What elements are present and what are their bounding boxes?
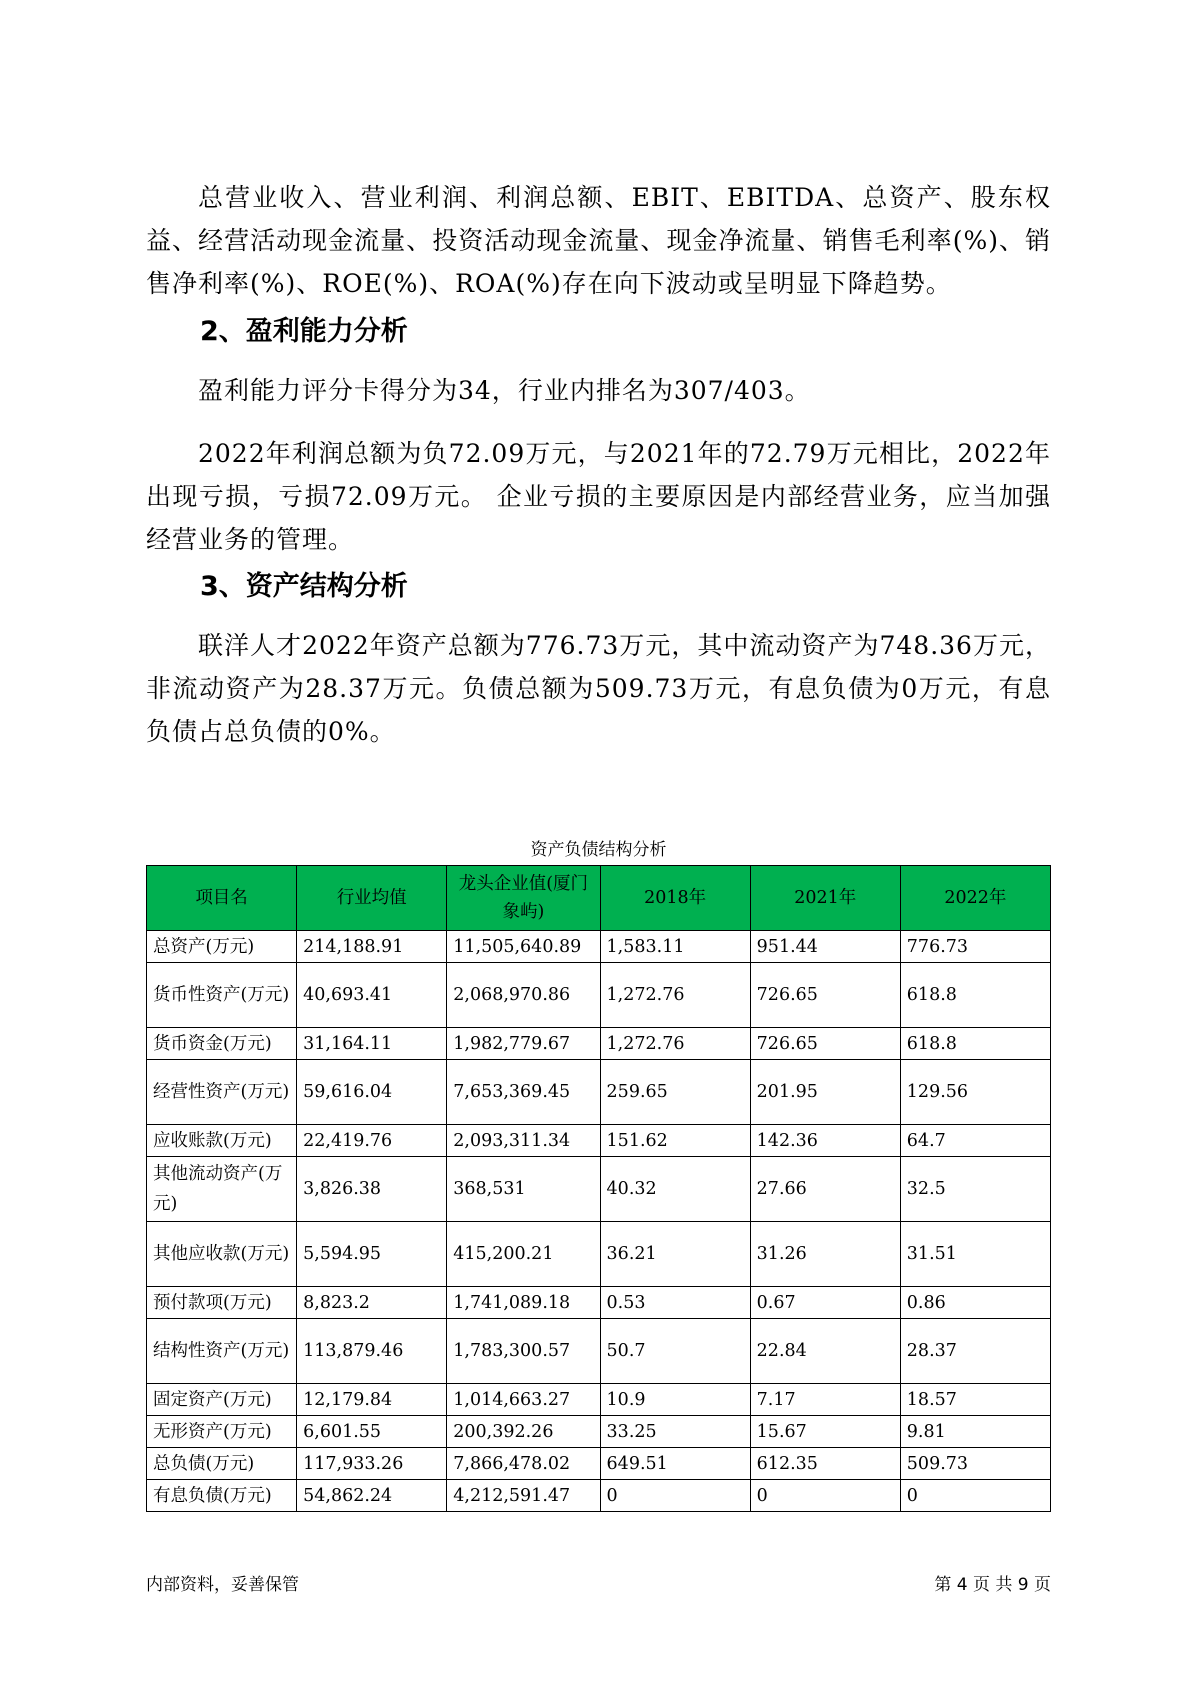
table-row [147, 1028, 1051, 1060]
paragraph-asset-summary: 联洋人才2022年资产总额为776.73万元，其中流动资产为748.36万元，非流动资产为28.37万元。负债总额为509.73万元，有息负债为0万元，有息负债占总负债的0%。 [146, 631, 1051, 746]
row-label: 经营性资产(万元) [147, 1060, 297, 1125]
table-cell: 0 [900, 1480, 1050, 1512]
table-cell: 15.67 [750, 1416, 900, 1448]
header-cell: 行业均值 [297, 866, 447, 931]
table-cell: 64.7 [900, 1125, 1050, 1157]
table-cell: 10.9 [600, 1384, 750, 1416]
table-cell: 951.44 [750, 931, 900, 963]
table-cell: 59,616.04 [297, 1060, 447, 1125]
table-cell: 415,200.21 [447, 1222, 600, 1287]
table-cell: 151.62 [600, 1125, 750, 1157]
table-cell: 649.51 [600, 1448, 750, 1480]
table-cell: 776.73 [900, 931, 1050, 963]
footer-page-number: 第 4 页 共 9 页 [934, 1575, 1051, 1595]
table-cell: 368,531 [447, 1157, 600, 1222]
table-cell: 4,212,591.47 [447, 1480, 600, 1512]
table-cell: 9.81 [900, 1416, 1050, 1448]
table-row [147, 1448, 1051, 1480]
header-cell: 2021年 [750, 866, 900, 931]
paragraph-profit-score: 盈利能力评分卡得分为34，行业内排名为307/403。 [198, 376, 811, 405]
table-row [147, 1157, 1051, 1222]
table-cell: 22,419.76 [297, 1125, 447, 1157]
table-cell: 113,879.46 [297, 1319, 447, 1384]
table-row [147, 1384, 1051, 1416]
row-label: 其他应收款(万元) [147, 1222, 297, 1287]
header-cell: 项目名 [147, 866, 297, 931]
table-header-row [147, 866, 1051, 931]
table-cell: 509.73 [900, 1448, 1050, 1480]
table-cell: 12,179.84 [297, 1384, 447, 1416]
table-cell: 6,601.55 [297, 1416, 447, 1448]
table-cell: 201.95 [750, 1060, 900, 1125]
table-cell: 40.32 [600, 1157, 750, 1222]
section-heading-asset-structure: 3、资产结构分析 [200, 571, 408, 602]
row-label: 预付款项(万元) [147, 1287, 297, 1319]
row-label: 固定资产(万元) [147, 1384, 297, 1416]
table-cell: 22.84 [750, 1319, 900, 1384]
row-label: 总负债(万元) [147, 1448, 297, 1480]
table-cell: 0.53 [600, 1287, 750, 1319]
table-cell: 1,982,779.67 [447, 1028, 600, 1060]
row-label: 应收账款(万元) [147, 1125, 297, 1157]
table-cell: 28.37 [900, 1319, 1050, 1384]
table-cell: 50.7 [600, 1319, 750, 1384]
table-row [147, 1319, 1051, 1384]
table-cell: 7,653,369.45 [447, 1060, 600, 1125]
header-cell: 2018年 [600, 866, 750, 931]
table-cell: 54,862.24 [297, 1480, 447, 1512]
section-heading-profitability: 2、盈利能力分析 [200, 316, 408, 347]
table-cell: 1,272.76 [600, 1028, 750, 1060]
header-cell: 龙头企业值(厦门象屿) [447, 866, 600, 931]
balance-sheet-table [146, 865, 1051, 1512]
table-cell: 31,164.11 [297, 1028, 447, 1060]
row-label: 有息负债(万元) [147, 1480, 297, 1512]
table-cell: 618.8 [900, 1028, 1050, 1060]
table-cell: 27.66 [750, 1157, 900, 1222]
table-cell: 31.51 [900, 1222, 1050, 1287]
table-cell: 117,933.26 [297, 1448, 447, 1480]
row-label: 结构性资产(万元) [147, 1319, 297, 1384]
table-cell: 33.25 [600, 1416, 750, 1448]
table-cell: 40,693.41 [297, 963, 447, 1028]
table-cell: 31.26 [750, 1222, 900, 1287]
table-row [147, 1060, 1051, 1125]
table-cell: 0.86 [900, 1287, 1050, 1319]
table-cell: 1,783,300.57 [447, 1319, 600, 1384]
table-row [147, 963, 1051, 1028]
table-row [147, 1125, 1051, 1157]
row-label: 总资产(万元) [147, 931, 297, 963]
table-cell: 0.67 [750, 1287, 900, 1319]
table-cell: 1,014,663.27 [447, 1384, 600, 1416]
table-cell: 0 [600, 1480, 750, 1512]
table-row [147, 1287, 1051, 1319]
row-label: 无形资产(万元) [147, 1416, 297, 1448]
table-cell: 1,272.76 [600, 963, 750, 1028]
table-cell: 0 [750, 1480, 900, 1512]
header-cell: 2022年 [900, 866, 1050, 931]
table-cell: 129.56 [900, 1060, 1050, 1125]
table-cell: 3,826.38 [297, 1157, 447, 1222]
table-cell: 18.57 [900, 1384, 1050, 1416]
table-cell: 726.65 [750, 1028, 900, 1060]
table-cell: 32.5 [900, 1157, 1050, 1222]
table-cell: 1,583.11 [600, 931, 750, 963]
table-row [147, 1222, 1051, 1287]
paragraph-loss-analysis: 2022年利润总额为负72.09万元，与2021年的72.79万元相比，2022年出现亏损，亏损72.09万元。 企业亏损的主要原因是内部经营业务，应当加强经营业务的管理。 [146, 439, 1051, 554]
table-cell: 7,866,478.02 [447, 1448, 600, 1480]
table-cell: 142.36 [750, 1125, 900, 1157]
table-cell: 612.35 [750, 1448, 900, 1480]
table-row [147, 1480, 1051, 1512]
row-label: 货币性资产(万元) [147, 963, 297, 1028]
row-label: 货币资金(万元) [147, 1028, 297, 1060]
row-label: 其他流动资产(万元) [147, 1157, 297, 1222]
table-cell: 200,392.26 [447, 1416, 600, 1448]
table-row [147, 931, 1051, 963]
table-cell: 2,068,970.86 [447, 963, 600, 1028]
table-caption: 资产负债结构分析 [530, 840, 667, 860]
table-cell: 7.17 [750, 1384, 900, 1416]
table-cell: 11,505,640.89 [447, 931, 600, 963]
table-cell: 36.21 [600, 1222, 750, 1287]
table-cell: 726.65 [750, 963, 900, 1028]
paragraph-declining-indicators: 总营业收入、营业利润、利润总额、EBIT、EBITDA、总资产、股东权益、经营活动现金流量、投资活动现金流量、现金净流量、销售毛利率(%)、销售净利率(%)、ROE(%)、ROA(%)存在向下波动或呈明显下降趋势。 [146, 183, 1051, 298]
table-cell: 259.65 [600, 1060, 750, 1125]
table-row [147, 1416, 1051, 1448]
table-cell: 2,093,311.34 [447, 1125, 600, 1157]
table-cell: 618.8 [900, 963, 1050, 1028]
table-cell: 1,741,089.18 [447, 1287, 600, 1319]
footer-confidential-note: 内部资料，妥善保管 [146, 1575, 299, 1595]
table-cell: 214,188.91 [297, 931, 447, 963]
table-cell: 8,823.2 [297, 1287, 447, 1319]
table-cell: 5,594.95 [297, 1222, 447, 1287]
